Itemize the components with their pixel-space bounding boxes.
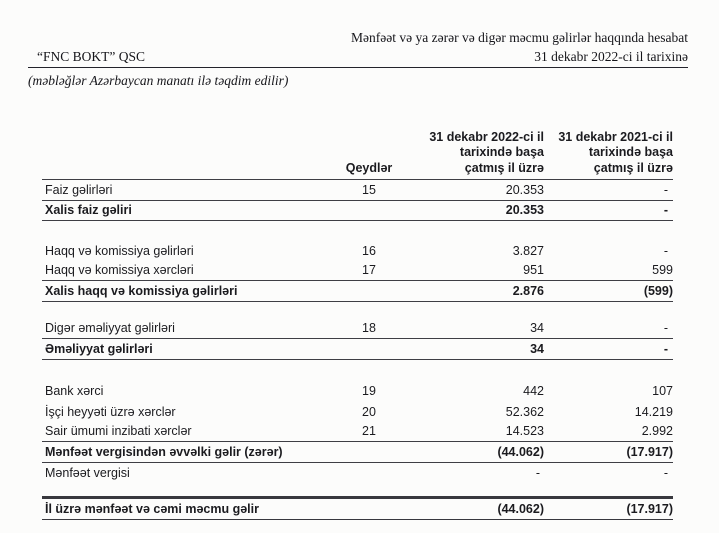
row-value-2022: (44.062) (497, 502, 544, 516)
section-spacer (42, 483, 673, 496)
table-row-haqq-komissiya-xercleri (42, 261, 673, 282)
header-period-2022: 31 dekabr 2022-ci il tarixində başa çatmış il üzrə (429, 129, 544, 175)
row-note (338, 356, 400, 359)
income-statement-table (42, 122, 673, 520)
row-note (338, 459, 400, 462)
document-header (28, 30, 688, 89)
table-row-isci-heyyeti-xercler (42, 401, 673, 422)
row-note (338, 217, 400, 220)
row-value-2021: - (663, 243, 668, 258)
row-label: Əməliyyat gəlirləri (45, 341, 153, 356)
row-label: Xalis haqq və komissiya gəlirləri (45, 283, 238, 298)
section-spacer (42, 221, 673, 240)
table-row-menfeet-vergisinden-evvelki (42, 442, 673, 463)
header-period-2021: 31 dekabr 2021-ci il tarixində başa çatmış il üzrə (558, 129, 673, 175)
row-value-2022: 14.523 (505, 424, 544, 438)
table-row-bank-xerci (42, 381, 673, 402)
row-note: 21 (362, 424, 376, 438)
table-row-menfeet-vergisi (42, 463, 673, 484)
table-row-emeliyyat-gelirleri (42, 339, 673, 360)
row-value-2021: - (663, 466, 668, 480)
row-value-2022: 951 (523, 263, 544, 277)
row-label: Digər əməliyyat gəlirləri (45, 321, 175, 335)
row-value-2021: - (663, 321, 668, 335)
row-label: Bank xərci (45, 384, 104, 398)
row-value-2022: 34 (530, 341, 544, 356)
table-row-xalis-haqq-komissiya (42, 281, 673, 302)
row-label: Haqq və komissiya xərcləri (45, 263, 194, 277)
row-value-2021: (17.917) (626, 444, 673, 459)
row-note (338, 516, 400, 519)
table-row-xalis-faiz-geliri (42, 201, 673, 222)
row-note: 19 (362, 384, 376, 398)
header-notes: Qeydlər (345, 160, 393, 175)
row-value-2022: 3.827 (512, 243, 544, 258)
row-value-2022: (44.062) (497, 444, 544, 459)
section-spacer (42, 302, 673, 319)
row-value-2022: 20.353 (505, 182, 544, 197)
row-note: 17 (362, 263, 376, 277)
row-value-2021: 2.992 (641, 424, 673, 438)
row-value-2021: (17.917) (626, 502, 673, 516)
table-row-haqq-komissiya-gelirleri (42, 240, 673, 261)
row-note: 20 (362, 404, 376, 419)
company-name: “FNC BOKT” QSC (37, 49, 146, 64)
row-note: 18 (362, 321, 376, 335)
table-row-faiz-gelirleri (42, 180, 673, 201)
table-row-sair-umumi-inzibati (42, 422, 673, 443)
table-row-diger-emeliyyat-gelirleri (42, 319, 673, 340)
currency-note: (məbləğlər Azərbaycan manatı ilə təqdim edilir) (28, 73, 289, 88)
report-title: Mənfəət və ya zərər və digər məcmu gəlirlər haqqında hesabat (351, 30, 688, 45)
row-value-2022: 34 (530, 321, 544, 335)
letterhead-rule-row (28, 46, 688, 68)
row-label: Mənfəət vergisindən əvvəlki gəlir (zərər) (45, 444, 283, 459)
row-label: İl üzrə mənfəət və cəmi məcmu gəlir (45, 502, 259, 516)
row-value-2021: (599) (643, 283, 673, 298)
row-label: Xalis faiz gəliri (45, 203, 132, 217)
row-label: Haqq və komissiya gəlirləri (45, 243, 194, 258)
header-label-cell (42, 176, 338, 179)
row-value-2022: 52.362 (505, 404, 544, 419)
section-spacer (42, 360, 673, 381)
row-value-2022: - (535, 466, 540, 480)
row-label: Mənfəət vergisi (45, 466, 130, 480)
report-date: 31 dekabr 2022-ci il tarixinə (534, 49, 688, 64)
row-value-2021: 14.219 (634, 404, 673, 419)
row-value-2022: 2.876 (512, 283, 544, 298)
table-header-row (42, 122, 673, 180)
row-label: Sair ümumi inzibati xərclər (45, 424, 192, 438)
row-value-2021: - (663, 182, 668, 197)
row-value-2021: 599 (652, 263, 673, 277)
row-value-2021: - (663, 341, 668, 356)
row-value-2022: 20.353 (505, 203, 544, 217)
row-label: İşçi heyyəti üzrə xərclər (45, 404, 176, 419)
row-note: 15 (362, 182, 376, 197)
row-label: Faiz gəlirləri (45, 182, 113, 197)
table-row-il-uzre-cemi-mecmu-gelir (42, 496, 673, 520)
row-value-2021: - (663, 203, 668, 217)
row-value-2021: 107 (652, 384, 673, 398)
row-note: 16 (362, 243, 376, 258)
row-value-2022: 442 (523, 384, 544, 398)
row-note (338, 480, 400, 483)
row-note (338, 298, 400, 301)
